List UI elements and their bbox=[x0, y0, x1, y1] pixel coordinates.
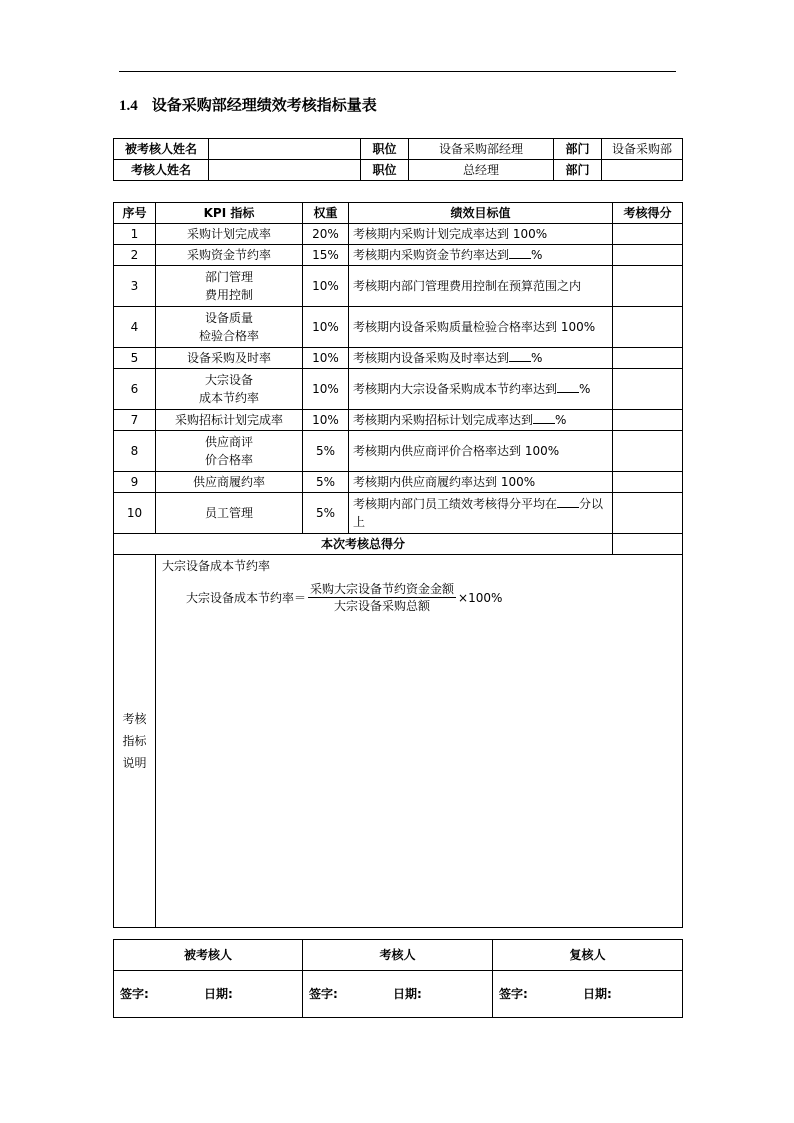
evaluator-name-label: 考核人姓名 bbox=[114, 160, 209, 181]
reviewer-signature-header: 复核人 bbox=[493, 940, 683, 971]
kpi-name-line: 设备质量 bbox=[204, 311, 253, 325]
kpi-goal bbox=[349, 493, 613, 534]
kpi-name-line: 成本节约率 bbox=[198, 391, 259, 405]
kpi-row bbox=[114, 493, 683, 534]
kpi-row bbox=[114, 431, 683, 472]
evaluator-dept-field[interactable] bbox=[602, 160, 683, 181]
section-heading bbox=[119, 94, 377, 115]
col-header-goal: 绩效目标值 bbox=[349, 203, 613, 224]
kpi-row bbox=[114, 410, 683, 431]
kpi-name-line: 员工管理 bbox=[204, 506, 253, 520]
kpi-name-line: 价合格率 bbox=[204, 453, 253, 467]
kpi-score-field[interactable] bbox=[613, 493, 683, 534]
evaluator-dept-label: 部门 bbox=[554, 160, 602, 181]
evaluator-signature-header: 考核人 bbox=[303, 940, 493, 971]
kpi-score-field[interactable] bbox=[613, 472, 683, 493]
description-label-line: 说明 bbox=[122, 756, 147, 770]
kpi-table bbox=[113, 202, 683, 928]
kpi-no: 4 bbox=[114, 307, 156, 348]
evaluator-signature-cell[interactable] bbox=[303, 971, 493, 1018]
kpi-row bbox=[114, 224, 683, 245]
kpi-goal-suffix: % bbox=[531, 351, 543, 365]
section-number: 1.4 bbox=[119, 98, 138, 114]
evaluee-info-table bbox=[113, 138, 683, 181]
kpi-name-line: 采购计划完成率 bbox=[186, 227, 271, 241]
kpi-name bbox=[156, 245, 303, 266]
kpi-goal bbox=[349, 266, 613, 307]
col-header-kpi: KPI 指标 bbox=[156, 203, 303, 224]
kpi-no: 10 bbox=[114, 493, 156, 534]
evaluee-name-field[interactable] bbox=[209, 139, 361, 160]
kpi-name bbox=[156, 472, 303, 493]
formula-denominator: 大宗设备采购总额 bbox=[334, 599, 431, 613]
kpi-goal-text: 考核期内供应商履约率达到 100% bbox=[353, 475, 536, 489]
signature-table bbox=[113, 939, 683, 1018]
formula-lhs: 大宗设备成本节约率＝ bbox=[186, 590, 307, 605]
sign-label: 签字: bbox=[120, 987, 149, 1001]
kpi-name bbox=[156, 266, 303, 307]
kpi-no: 6 bbox=[114, 369, 156, 410]
fill-in-blank[interactable] bbox=[509, 349, 531, 362]
description-label bbox=[114, 555, 156, 928]
header-rule bbox=[119, 71, 676, 72]
kpi-weight: 5% bbox=[303, 493, 349, 534]
kpi-row bbox=[114, 245, 683, 266]
info-row-evaluee bbox=[114, 139, 683, 160]
date-label: 日期: bbox=[393, 987, 422, 1001]
kpi-no: 7 bbox=[114, 410, 156, 431]
fill-in-blank[interactable] bbox=[557, 380, 579, 393]
kpi-score-field[interactable] bbox=[613, 348, 683, 369]
kpi-name-line: 采购资金节约率 bbox=[186, 248, 271, 262]
kpi-goal bbox=[349, 245, 613, 266]
info-row-evaluator bbox=[114, 160, 683, 181]
col-header-score: 考核得分 bbox=[613, 203, 683, 224]
kpi-name bbox=[156, 369, 303, 410]
kpi-goal bbox=[349, 410, 613, 431]
kpi-weight: 15% bbox=[303, 245, 349, 266]
kpi-no: 9 bbox=[114, 472, 156, 493]
evaluee-position-label: 职位 bbox=[361, 139, 409, 160]
kpi-name-line: 费用控制 bbox=[204, 288, 253, 302]
formula-numerator: 采购大宗设备节约资金金额 bbox=[310, 582, 455, 596]
kpi-name-line: 供应商评 bbox=[204, 435, 253, 449]
kpi-name-line: 供应商履约率 bbox=[192, 475, 265, 489]
formula-multiplier: ×100% bbox=[458, 590, 503, 605]
kpi-goal bbox=[349, 224, 613, 245]
kpi-row bbox=[114, 369, 683, 410]
kpi-goal-suffix: 分以上 bbox=[353, 497, 604, 529]
formula bbox=[186, 581, 676, 614]
kpi-name bbox=[156, 307, 303, 348]
kpi-name-line: 设备采购及时率 bbox=[186, 351, 271, 365]
kpi-weight: 10% bbox=[303, 410, 349, 431]
kpi-goal-text: 考核期内部门管理费用控制在预算范围之内 bbox=[353, 279, 582, 293]
kpi-name bbox=[156, 410, 303, 431]
col-header-no: 序号 bbox=[114, 203, 156, 224]
kpi-rows bbox=[114, 224, 683, 534]
kpi-goal-text: 考核期内设备采购及时率达到 bbox=[353, 351, 510, 365]
kpi-score-field[interactable] bbox=[613, 307, 683, 348]
kpi-no: 5 bbox=[114, 348, 156, 369]
kpi-score-field[interactable] bbox=[613, 369, 683, 410]
kpi-weight: 10% bbox=[303, 348, 349, 369]
kpi-row bbox=[114, 472, 683, 493]
kpi-goal-text: 考核期内采购计划完成率达到 100% bbox=[353, 227, 548, 241]
kpi-goal bbox=[349, 431, 613, 472]
kpi-name-line: 部门管理 bbox=[204, 270, 253, 284]
date-label: 日期: bbox=[204, 987, 233, 1001]
reviewer-signature-cell[interactable] bbox=[493, 971, 683, 1018]
kpi-weight: 5% bbox=[303, 431, 349, 472]
signature-row bbox=[114, 971, 683, 1018]
kpi-no: 1 bbox=[114, 224, 156, 245]
evaluator-name-field[interactable] bbox=[209, 160, 361, 181]
kpi-weight: 10% bbox=[303, 369, 349, 410]
kpi-score-field[interactable] bbox=[613, 266, 683, 307]
kpi-name bbox=[156, 348, 303, 369]
description-subtitle: 大宗设备成本节约率 bbox=[162, 559, 271, 573]
description-label-line: 指标 bbox=[122, 734, 147, 748]
evaluee-name-label: 被考核人姓名 bbox=[114, 139, 209, 160]
kpi-name bbox=[156, 431, 303, 472]
fill-in-blank[interactable] bbox=[557, 495, 579, 508]
total-score-field[interactable] bbox=[613, 534, 683, 555]
description-row bbox=[114, 555, 683, 928]
kpi-name-line: 检验合格率 bbox=[198, 329, 259, 343]
total-score-label: 本次考核总得分 bbox=[114, 534, 613, 555]
description-label-line: 考核 bbox=[122, 712, 147, 726]
evaluee-position-value: 设备采购部经理 bbox=[409, 139, 554, 160]
kpi-goal bbox=[349, 307, 613, 348]
evaluator-position-label: 职位 bbox=[361, 160, 409, 181]
kpi-goal bbox=[349, 369, 613, 410]
kpi-goal bbox=[349, 472, 613, 493]
kpi-name-line: 采购招标计划完成率 bbox=[174, 413, 283, 427]
fill-in-blank[interactable] bbox=[533, 411, 555, 424]
kpi-name-line: 大宗设备 bbox=[204, 373, 253, 387]
kpi-goal-text: 考核期内供应商评价合格率达到 100% bbox=[353, 444, 560, 458]
col-header-weight: 权重 bbox=[303, 203, 349, 224]
sign-label: 签字: bbox=[499, 987, 528, 1001]
total-score-row bbox=[114, 534, 683, 555]
evaluee-dept-label: 部门 bbox=[554, 139, 602, 160]
kpi-goal-text: 考核期内设备采购质量检验合格率达到 100% bbox=[353, 320, 596, 334]
kpi-score-field[interactable] bbox=[613, 410, 683, 431]
kpi-goal bbox=[349, 348, 613, 369]
kpi-no: 3 bbox=[114, 266, 156, 307]
kpi-goal-suffix: % bbox=[531, 248, 543, 262]
kpi-goal-text: 考核期内部门员工绩效考核得分平均在 bbox=[353, 497, 558, 511]
kpi-weight: 10% bbox=[303, 266, 349, 307]
kpi-score-field[interactable] bbox=[613, 431, 683, 472]
kpi-header-row bbox=[114, 203, 683, 224]
kpi-goal-suffix: % bbox=[555, 413, 567, 427]
kpi-row bbox=[114, 266, 683, 307]
sign-label: 签字: bbox=[309, 987, 338, 1001]
kpi-score-field[interactable] bbox=[613, 224, 683, 245]
kpi-weight: 20% bbox=[303, 224, 349, 245]
kpi-name bbox=[156, 493, 303, 534]
description-content bbox=[156, 555, 683, 928]
evaluee-signature-header: 被考核人 bbox=[114, 940, 303, 971]
kpi-goal-suffix: % bbox=[579, 382, 591, 396]
kpi-goal-text: 考核期内采购招标计划完成率达到 bbox=[353, 413, 534, 427]
kpi-row bbox=[114, 348, 683, 369]
kpi-no: 2 bbox=[114, 245, 156, 266]
formula-fraction bbox=[308, 581, 456, 614]
kpi-name bbox=[156, 224, 303, 245]
kpi-goal-text: 考核期内大宗设备采购成本节约率达到 bbox=[353, 382, 558, 396]
date-label: 日期: bbox=[583, 987, 612, 1001]
evaluee-dept-value: 设备采购部 bbox=[602, 139, 683, 160]
kpi-row bbox=[114, 307, 683, 348]
evaluee-signature-cell[interactable] bbox=[114, 971, 303, 1018]
section-title: 设备采购部经理绩效考核指标量表 bbox=[151, 96, 377, 114]
kpi-weight: 10% bbox=[303, 307, 349, 348]
kpi-score-field[interactable] bbox=[613, 245, 683, 266]
signature-header-row bbox=[114, 940, 683, 971]
evaluator-position-value: 总经理 bbox=[409, 160, 554, 181]
kpi-no: 8 bbox=[114, 431, 156, 472]
kpi-weight: 5% bbox=[303, 472, 349, 493]
kpi-goal-text: 考核期内采购资金节约率达到 bbox=[353, 248, 510, 262]
fill-in-blank[interactable] bbox=[509, 246, 531, 259]
